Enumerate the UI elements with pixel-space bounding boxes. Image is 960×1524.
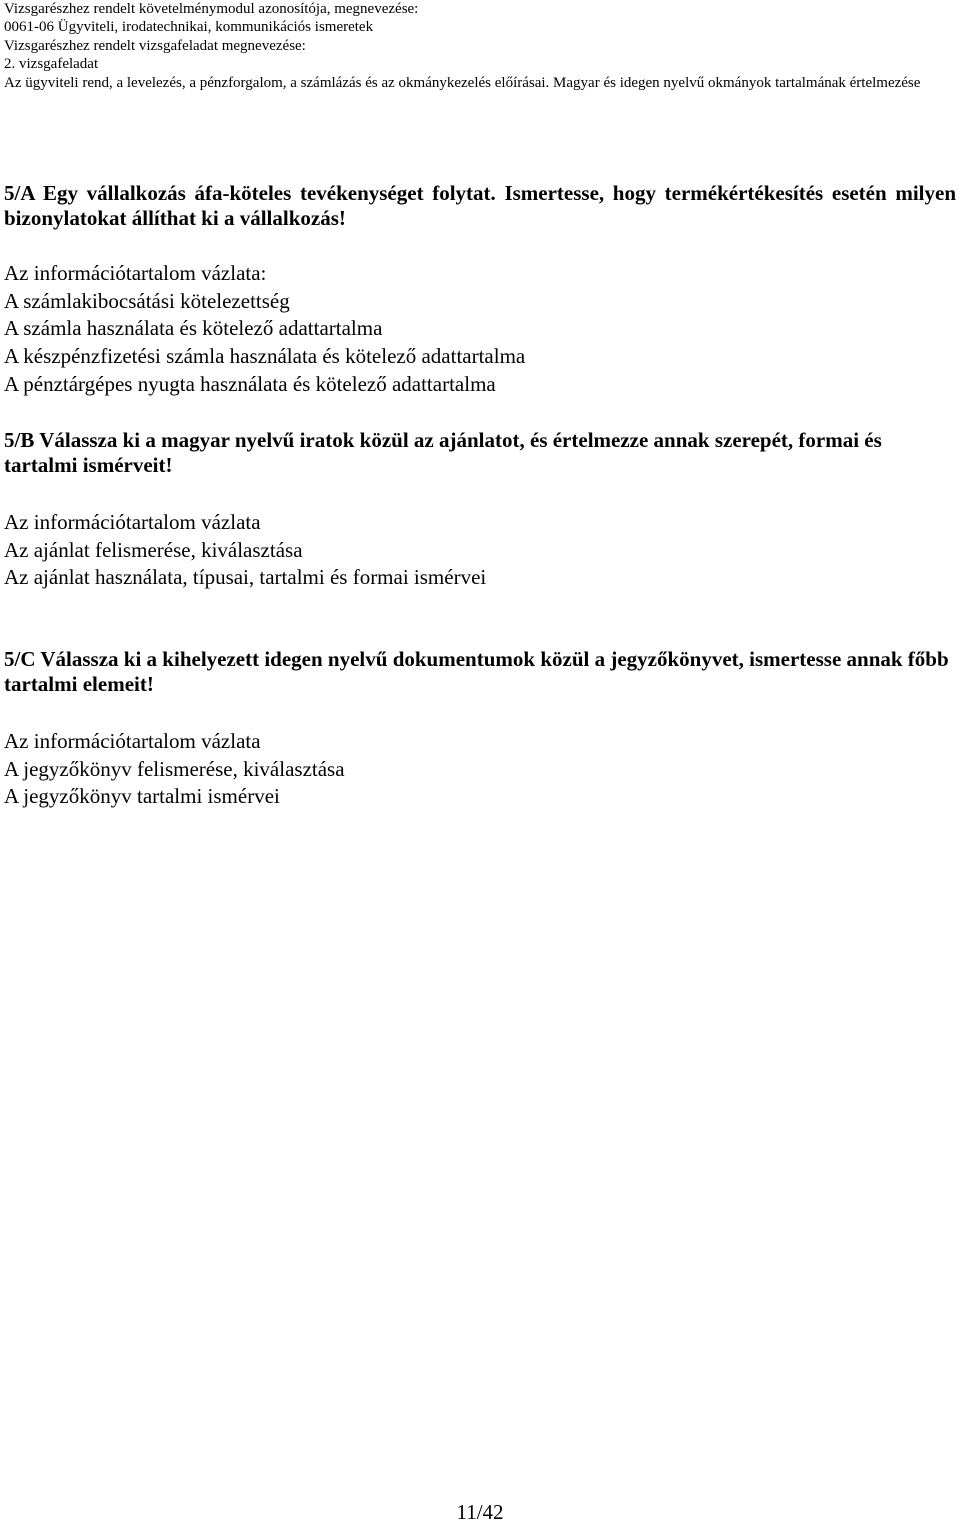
- header-line: 0061-06 Ügyviteli, irodatechnikai, kommunikációs ismeretek: [4, 19, 374, 36]
- header-line: Vizsgarészhez rendelt követelménymodul azonosítója, megnevezése:: [4, 1, 419, 17]
- header-line: 2. vizsgafeladat: [4, 56, 99, 73]
- section-title-5a: 5/A Egy vállalkozás áfa-köteles tevékenységet folytat. Ismertesse, hogy termékértékesítés esetén milyen bizonylatokat állíthat ki a vállalkozás!: [4, 181, 956, 230]
- outline-item: Az ajánlat felismerése, kiválasztása: [4, 537, 303, 562]
- section-title-5c: 5/C Válassza ki a kihelyezett idegen nyelvű dokumentumok közül a jegyzőkönyvet, ismertesse annak főbb tartalmi elemeit!: [4, 647, 949, 696]
- section-title-5b: 5/B Válassza ki a magyar nyelvű iratok közül az ajánlatot, és értelmezze annak szerepét, formai és tartalmi ismérveit!: [4, 428, 882, 477]
- header-line: Vizsgarészhez rendelt vizsgafeladat megnevezése:: [4, 37, 306, 54]
- outline-item: A számlakibocsátási kötelezettség: [4, 288, 290, 313]
- outline-heading: Az információtartalom vázlata: [4, 729, 261, 753]
- outline-heading: Az információtartalom vázlata: [4, 510, 261, 534]
- outline-item: A pénztárgépes nyugta használata és kötelező adattartalma: [4, 371, 496, 396]
- outline-5a: [4, 260, 944, 399]
- outline-heading: Az információtartalom vázlata:: [4, 261, 267, 285]
- outline-item: A számla használata és kötelező adattartalma: [4, 316, 383, 341]
- outline-5c: [4, 728, 944, 811]
- outline-item: A jegyzőkönyv tartalmi ismérvei: [4, 784, 280, 809]
- outline-5b: [4, 509, 944, 592]
- document-header: [4, 0, 954, 92]
- outline-item: Az ajánlat használata, típusai, tartalmi és formai ismérvei: [4, 565, 487, 590]
- page-number: 11/42: [456, 1500, 504, 1524]
- header-line: Az ügyviteli rend, a levelezés, a pénzforgalom, a számlázás és az okmánykezelés előírásai. Magyar és idegen nyelvű okmányok tartalmának értelmezése: [4, 74, 921, 91]
- outline-item: A jegyzőkönyv felismerése, kiválasztása: [4, 756, 345, 781]
- page-footer: [0, 1500, 960, 1524]
- outline-item: A készpénzfizetési számla használata és kötelező adattartalma: [4, 344, 526, 369]
